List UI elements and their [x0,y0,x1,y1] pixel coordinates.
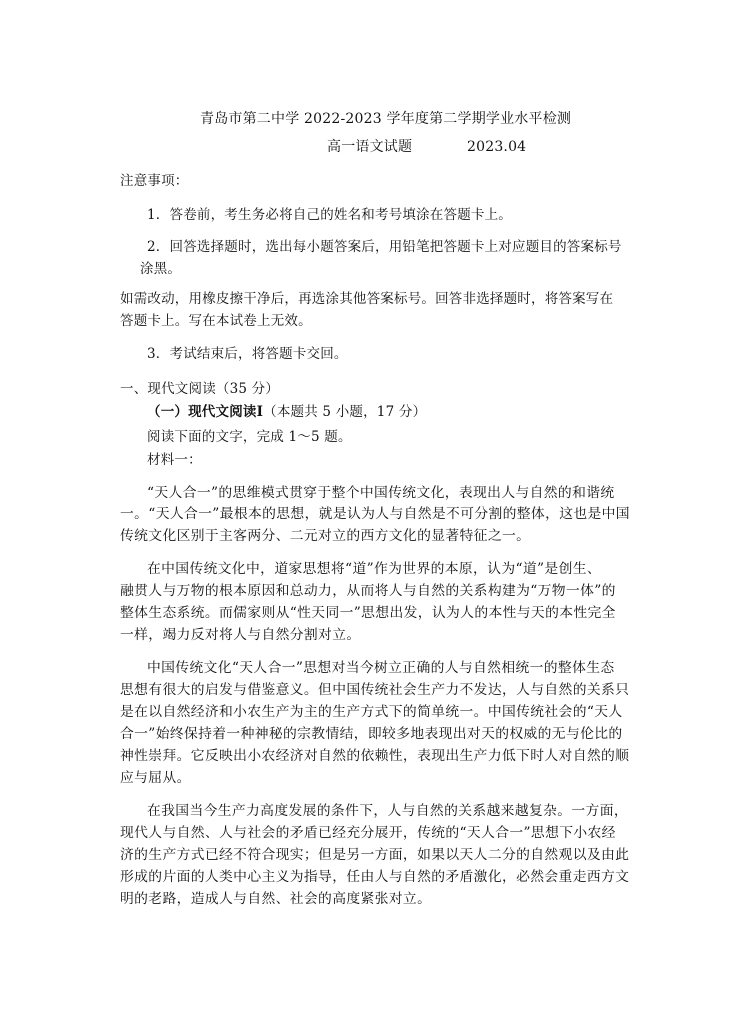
paragraph-line: “天人合一”的思维模式贯穿于整个中国传统文化，表现出人与自然的和谐统 [147,485,615,501]
paragraph-line: 济的生产方式已经不符合现实；但是另一方面，如果以天人二分的自然观以及由此 [120,847,630,863]
paragraph-line: 合一”始终保持着一种神秘的宗教情结，即较多地表现出对天的权威的无与伦比的 [120,726,623,742]
reading-instruction: 阅读下面的文字，完成 1～5 题。 [147,429,352,445]
paragraph-line: 一样，竭力反对将人与自然分割对立。 [120,627,361,643]
paragraph-line: 融贯人与万物的根本原因和总动力，从而将人与自然的关系构建为“万物一体”的 [120,583,616,599]
paragraph-line: 思想有很大的启发与借鉴意义。但中国传统社会生产力不发达，人与自然的关系只 [120,682,630,698]
paragraph-line: 传统文化区别于主客两分、二元对立的西方文化的显著特征之一。 [120,528,531,544]
paragraph-line: 应与屈从。 [120,770,191,786]
sub-section-score: （本题共 5 小题，17 分） [263,404,427,420]
note-item-2-cont: 答题卡上。写在本试卷上无效。 [120,313,312,329]
subject-title: 高一语文试题 [327,139,413,155]
paragraph-line: 一。“天人合一”最根本的思想，就是认为人与自然是不可分割的整体，这也是中国 [120,506,630,522]
note-item-2: 2．回答选择题时，选出每小题答案后，用铅笔把答题卡上对应题目的答案标号 [147,239,622,255]
paragraph-line: 神性崇拜。它反映出小农经济对自然的依赖性，表现出生产力低下时人对自然的顺 [120,748,630,764]
paragraph-line: 是在以自然经济和小农生产为主的生产方式下的简单统一。中国传统社会的“天人 [120,704,623,720]
section-heading: 一、现代文阅读（35 分） [120,381,280,397]
note-item-2-cont: 如需改动，用橡皮擦干净后，再选涂其他答案标号。回答非选择题时，将答案写在 [120,291,614,307]
paragraph-line: 在我国当今生产力高度发展的条件下，人与自然的关系越来越复杂。一方面， [147,803,628,819]
note-item-1: 1．答卷前，考生务必将自己的姓名和考号填涂在答题卡上。 [147,207,512,223]
paragraph-line: 在中国传统文化中，道家思想将“道”作为世界的本原，认为“道”是创生、 [147,561,602,577]
school-title: 青岛市第二中学 2022-2023 学年度第二学期学业水平检测 [200,111,572,127]
notes-heading: 注意事项： [120,173,189,189]
material-label: 材料一： [147,452,202,468]
paragraph-line: 现代人与自然、人与社会的矛盾已经充分展开，传统的“天人合一”思想下小农经 [120,825,616,841]
sub-section-heading [147,403,426,421]
paragraph-line: 整体生态系统。而儒家则从“性天同一”思想出发，认为人的本性与天的本性完全 [120,605,616,621]
note-item-2-cont: 涂黑。 [140,261,182,277]
paragraph-line: 形成的片面的人类中心主义为指导，任由人与自然的矛盾激化，必然会重走西方文 [120,869,630,885]
exam-date: 2023.04 [467,139,527,155]
paragraph-line: 明的老路，造成人与自然、社会的高度紧张对立。 [120,891,432,907]
note-item-3: 3．考试结束后，将答题卡交回。 [147,346,348,362]
sub-section-title: （一）现代文阅读Ⅰ [147,404,264,420]
paragraph-line: 中国传统文化“天人合一”思想对当今树立正确的人与自然相统一的整体生态 [147,660,615,676]
